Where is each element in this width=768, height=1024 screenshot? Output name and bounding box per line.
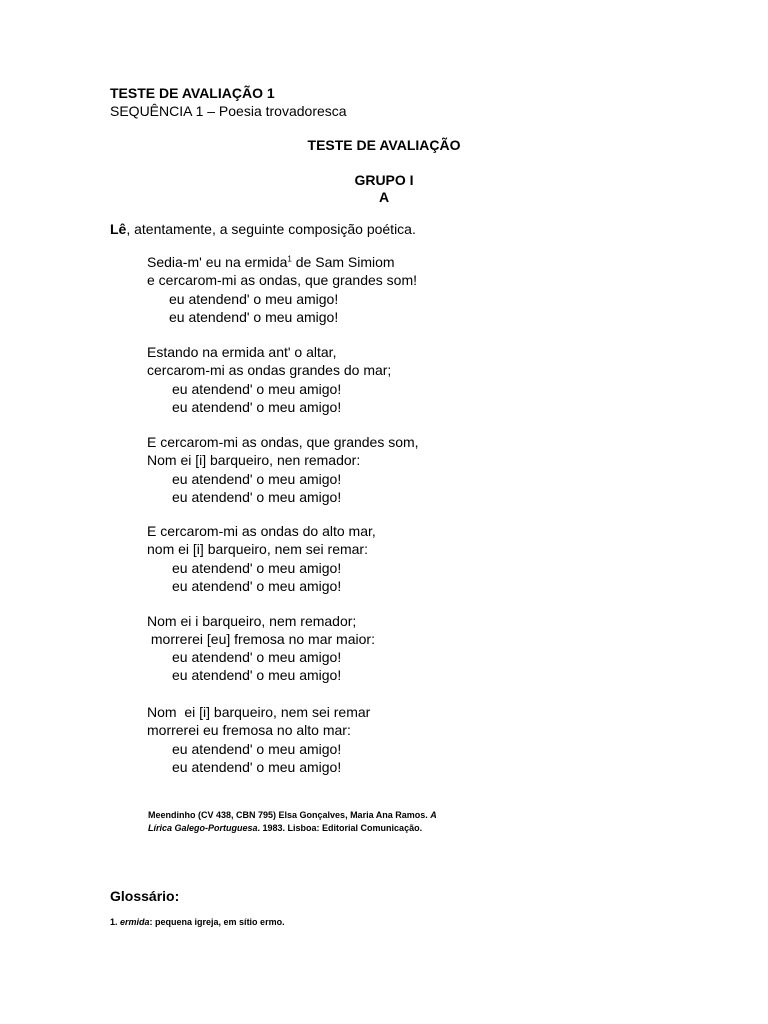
poem-line-text: eu atendend' o meu amigo! xyxy=(172,489,342,505)
poem-line xyxy=(147,703,370,721)
footnote-marker: 1 xyxy=(287,254,292,264)
part-heading: A xyxy=(378,189,390,205)
poem-line-text: eu atendend' o meu amigo! xyxy=(172,471,342,487)
group-heading: GRUPO I xyxy=(354,172,414,188)
source-title-end: Lírica Galego-Portuguesa xyxy=(148,823,258,833)
poem-line-text: morrerei [eu] fremosa no mar maior: xyxy=(147,631,375,647)
poem-line-text: Sedia-m' eu na ermida xyxy=(147,254,288,270)
poem-line xyxy=(147,630,375,648)
poem-line-text: eu atendend' o meu amigo! xyxy=(172,399,342,415)
poem-line-text: eu atendend' o meu amigo! xyxy=(172,667,342,683)
instruction-text xyxy=(110,220,416,238)
source-authors: Meendinho (CV 438, CBN 795) Elsa Gonçalves, Maria Ana Ramos. xyxy=(148,810,431,820)
glossary-entry-number: 1. xyxy=(110,917,121,927)
poem-line xyxy=(147,343,336,361)
poem-line xyxy=(147,253,395,271)
poem-line xyxy=(172,648,341,666)
poem-line-text: eu atendend' o meu amigo! xyxy=(172,381,342,397)
poem-line xyxy=(147,540,368,558)
poem-line-text: eu atendend' o meu amigo! xyxy=(172,578,342,594)
poem-line xyxy=(172,398,341,416)
poem-line xyxy=(147,612,356,630)
document-title: TESTE DE AVALIAÇÃO 1 xyxy=(110,85,275,101)
poem-line xyxy=(169,290,338,308)
poem-line xyxy=(147,361,391,379)
section-heading: TESTE DE AVALIAÇÃO xyxy=(307,137,461,153)
poem-line xyxy=(147,433,419,451)
glossary-heading: Glossário: xyxy=(110,888,180,904)
poem-line-text: de Sam Simiom xyxy=(291,254,395,270)
poem-line xyxy=(172,758,341,776)
poem-line-text: eu atendend' o meu amigo! xyxy=(169,291,339,307)
poem-line xyxy=(172,380,341,398)
poem-line xyxy=(147,451,360,469)
poem-line xyxy=(172,470,341,488)
poem-line-text: nom ei [i] barqueiro, nem sei remar: xyxy=(147,541,368,557)
poem-line-text: Nom ei [i] barqueiro, nem sei remar xyxy=(147,704,371,720)
poem-line xyxy=(172,666,341,684)
source-title-start: A xyxy=(430,810,437,820)
document-subtitle: SEQUÊNCIA 1 – Poesia trovadoresca xyxy=(110,103,347,119)
glossary-entry-definition: : pequena igreja, em sítio ermo. xyxy=(149,917,285,927)
poem-line-text: E cercarom-mi as ondas, que grandes som, xyxy=(147,434,419,450)
poem-line xyxy=(147,522,376,540)
poem-line xyxy=(172,488,341,506)
instruction-verb: Lê xyxy=(110,221,127,237)
poem-line-text: Nom ei [i] barqueiro, nen remador: xyxy=(147,452,361,468)
poem-line-text: eu atendend' o meu amigo! xyxy=(172,741,342,757)
poem-line-text: Estando na ermida ant' o altar, xyxy=(147,344,337,360)
poem-line-text: e cercarom-mi as ondas, que grandes som! xyxy=(147,272,418,288)
poem-line xyxy=(169,308,338,326)
poem-line-text: eu atendend' o meu amigo! xyxy=(172,759,342,775)
poem-line xyxy=(172,740,341,758)
poem-line-text: E cercarom-mi as ondas do alto mar, xyxy=(147,523,376,539)
poem-line-text: cercarom-mi as ondas grandes do mar; xyxy=(147,362,392,378)
poem-line xyxy=(172,559,341,577)
poem-line-text: morrerei eu fremosa no alto mar: xyxy=(147,722,351,738)
glossary-entry xyxy=(110,916,285,929)
poem-line xyxy=(147,721,351,739)
glossary-entry-term: ermida xyxy=(120,917,150,927)
poem-line xyxy=(172,577,341,595)
source-citation xyxy=(148,809,437,835)
poem-line-text: eu atendend' o meu amigo! xyxy=(172,649,342,665)
poem-line-text: eu atendend' o meu amigo! xyxy=(172,560,342,576)
poem-line xyxy=(147,271,417,289)
instruction-rest: , atentamente, a seguinte composição poética. xyxy=(126,221,416,237)
source-publication: . 1983. Lisboa: Editorial Comunicação. xyxy=(257,823,423,833)
poem-line-text: Nom ei i barqueiro, nem remador; xyxy=(147,613,357,629)
poem-line-text: eu atendend' o meu amigo! xyxy=(169,309,339,325)
